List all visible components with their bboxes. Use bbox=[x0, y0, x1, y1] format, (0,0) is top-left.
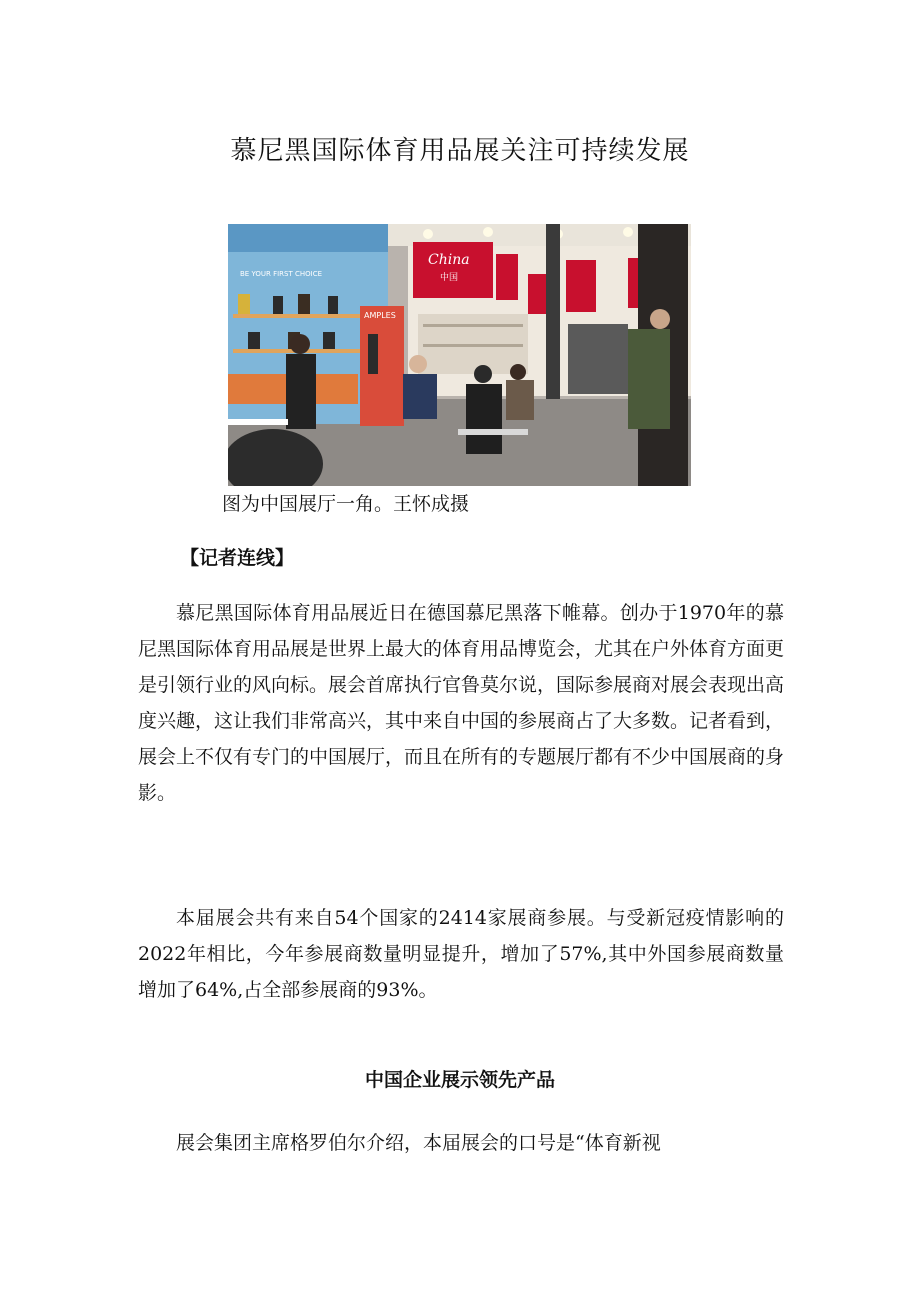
booth-banner: China bbox=[428, 252, 470, 268]
paragraph-2: 本届展会共有来自54个国家的2414家展商参展。与受新冠疫情影响的2022年相比，今年参展商数量明显提升，增加了57%,其中外国参展商数量增加了64%,占全部参展商的93%。 bbox=[138, 907, 784, 1001]
paragraph-1: 慕尼黑国际体育用品展近日在德国慕尼黑落下帷幕。创办于1970年的慕尼黑国际体育用品展是世界上最大的体育用品博览会，尤其在户外体育方面更是引领行业的风向标。展会首席执行官鲁莫尔说，国际参展商对展会表现出高度兴趣，这让我们非常高兴，其中来自中国的参展商占了大多数。记者看到，展会上不仅有专门的中国展厅，而且在所有的专题展厅都有不少中国展商的身影。 bbox=[138, 602, 785, 804]
stand-sign: AMPLES bbox=[364, 311, 396, 320]
article-title: 慕尼黑国际体育用品展关注可持续发展 bbox=[230, 136, 690, 166]
exhibition-photo-illustration bbox=[228, 224, 691, 486]
booth-banner-sub: 中国 bbox=[440, 273, 459, 283]
section-subheading: 中国企业展示领先产品 bbox=[364, 1069, 555, 1091]
exhibition-photo bbox=[228, 224, 691, 486]
wall-slogan: BE YOUR FIRST CHOICE bbox=[240, 270, 323, 278]
section-tag: 【记者连线】 bbox=[180, 547, 295, 569]
paragraph-3: 展会集团主席格罗伯尔介绍，本届展会的口号是“体育新视 bbox=[176, 1132, 661, 1154]
photo-caption: 图为中国展厅一角。王怀成摄 bbox=[222, 493, 470, 515]
